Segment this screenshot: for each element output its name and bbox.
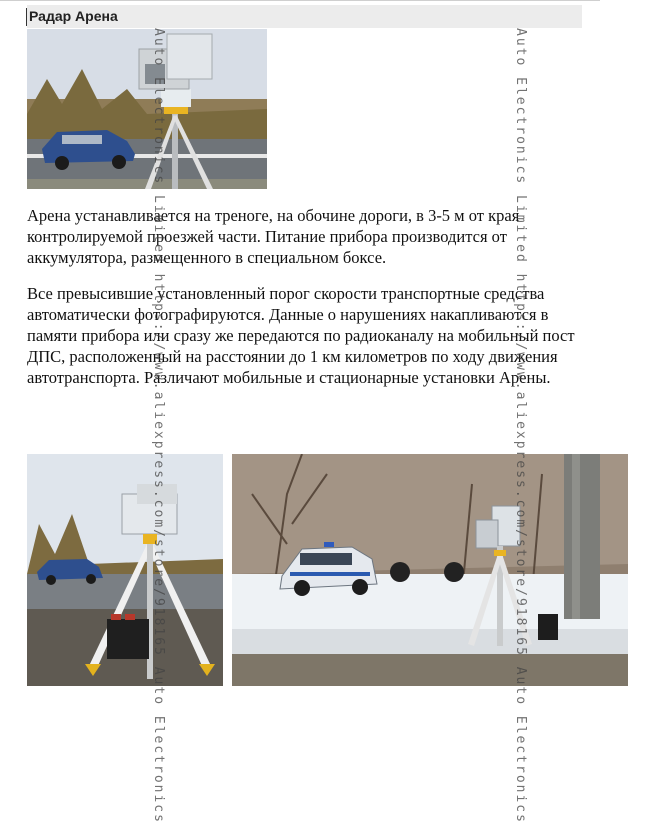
- description-paragraph-1: Арена устанавливается на треноге, на обочине дороги, в 3-5 м от края контролируемой проезжей части. Питание прибора производится от аккумулятора, размещенного в специальном боксе.: [27, 206, 520, 267]
- radar-snow-police-car-photo: [232, 454, 628, 686]
- top-border-line: [0, 0, 600, 1]
- watermark-left: Auto Electronics Limited https://www.aliexpress.com/store/918165 Auto Electronics: [151, 28, 166, 824]
- description-paragraph-2: Все превысившие установленный порог скорости транспортные средства автоматически фотографируются. Данные о нарушениях накапливаются в памяти прибора или сразу же передаются по радиоканалу на мобильный пост ДПС, расположенный на расстоянии до 1 км километров по ходу движения автотранспорта. Различают мобильные и стационарные установки Арены.: [27, 284, 575, 387]
- radar-tripod-road-photo: [27, 29, 267, 189]
- watermark-right: Auto Electronics Limited https://www.aliexpress.com/store/918165 Auto Electronics: [513, 28, 528, 824]
- text-cursor: [26, 8, 27, 26]
- radar-tripod-battery-photo: [27, 454, 223, 686]
- page-title: Радар Арена: [27, 5, 582, 28]
